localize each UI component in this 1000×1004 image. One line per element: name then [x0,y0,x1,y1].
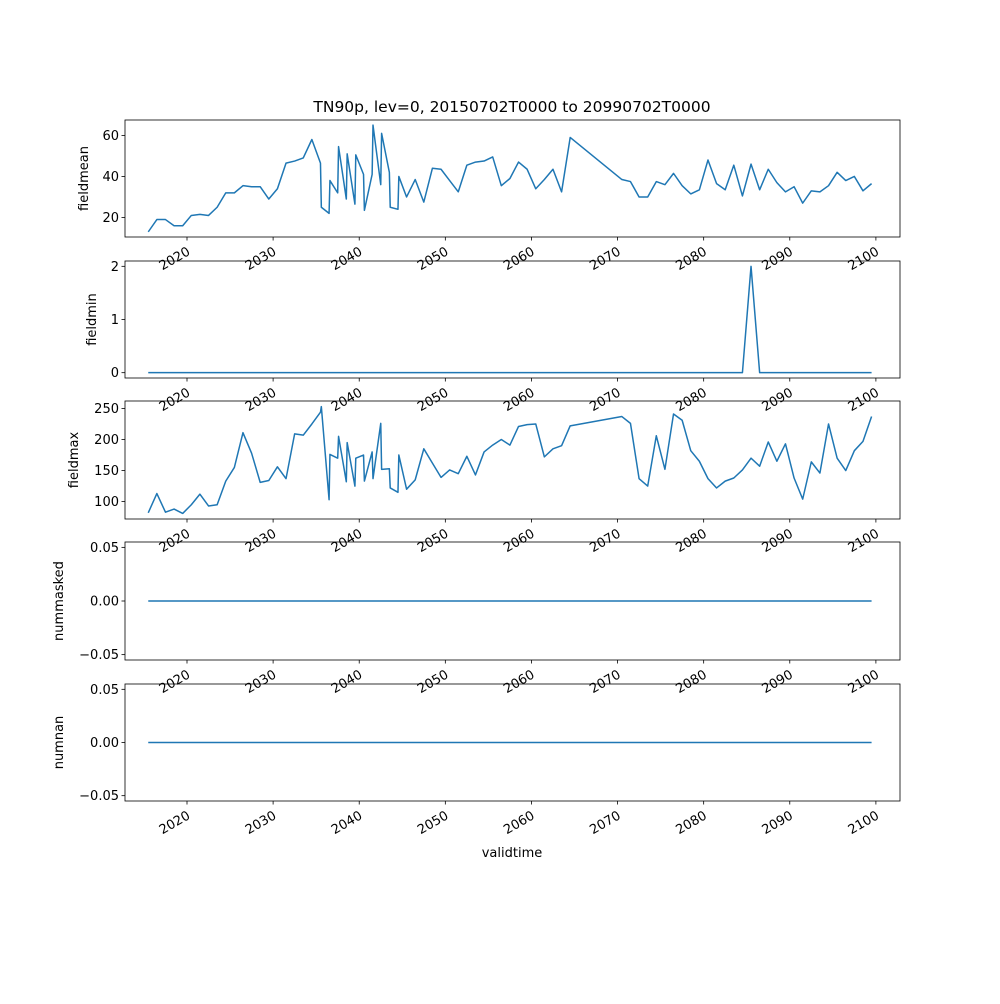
y-tick-label: 150 [94,464,119,480]
x-tick-label: 2040 [329,526,366,557]
x-tick-label: 2090 [759,667,796,698]
x-tick-label: 2060 [501,526,538,557]
x-tick-label: 2100 [845,667,882,698]
series-line-fieldmin [148,266,871,372]
chart-title: TN90p, lev=0, 20150702T0000 to 20990702T0000 [313,98,711,116]
series-line-fieldmax [148,407,871,514]
x-tick-label: 2070 [587,244,624,275]
y-tick-label: 1 [110,313,119,328]
x-tick-label: 2100 [845,244,882,275]
x-tick-label: 2080 [673,244,710,275]
x-tick-label: 2100 [845,808,882,839]
y-tick-label: 60 [102,128,119,144]
y-axis-label: fieldmax [67,431,82,489]
y-axis-label: nummasked [52,561,67,641]
subplot-fieldmax [67,401,900,556]
x-tick-label: 2060 [501,808,538,839]
x-tick-label: 2060 [501,385,538,416]
x-tick-label: 2040 [329,385,366,416]
x-tick-label: 2080 [673,526,710,557]
x-axis-label: validtime [481,846,543,861]
x-tick-label: 2070 [587,385,624,416]
y-tick-label: 2 [110,259,119,275]
x-tick-label: 2020 [156,244,193,275]
x-tick-label: 2030 [242,667,280,698]
y-axis-label: fieldmin [85,293,100,346]
x-tick-label: 2040 [329,808,366,839]
axes-frame [125,401,900,519]
x-tick-label: 2060 [501,244,538,275]
y-tick-label: 20 [102,211,119,226]
x-tick-label: 2100 [845,385,882,416]
x-tick-label: 2050 [415,526,452,557]
subplot-nummasked [52,541,900,697]
x-tick-label: 2050 [415,667,452,698]
x-tick-label: 2090 [759,808,796,839]
y-tick-label: −0.05 [79,789,119,805]
x-tick-label: 2070 [587,808,624,839]
x-tick-label: 2080 [673,385,710,416]
y-tick-label: −0.05 [79,648,119,664]
x-tick-label: 2060 [501,667,538,698]
y-tick-label: 0.00 [90,736,119,751]
y-tick-label: 100 [94,495,119,511]
x-tick-label: 2100 [845,526,882,557]
x-tick-label: 2070 [587,526,624,557]
x-tick-label: 2030 [242,385,280,416]
x-tick-label: 2030 [242,526,280,557]
x-tick-label: 2040 [329,667,366,698]
x-tick-label: 2020 [156,526,193,557]
y-tick-label: 0.05 [90,540,119,556]
x-tick-label: 2080 [673,808,710,839]
y-tick-label: 0.00 [90,594,119,610]
subplot-fieldmin [85,260,900,415]
y-tick-label: 250 [94,401,119,417]
x-tick-label: 2020 [156,808,193,839]
x-tick-label: 2090 [759,526,796,557]
x-tick-label: 2050 [415,244,452,275]
x-tick-label: 2090 [759,385,796,416]
x-tick-label: 2050 [415,385,452,416]
x-tick-label: 2040 [329,244,366,275]
y-tick-label: 200 [94,433,119,449]
y-axis-label: numnan [52,715,67,770]
x-tick-label: 2070 [587,667,624,698]
x-tick-label: 2020 [156,667,193,698]
y-tick-label: 0 [110,366,119,382]
x-tick-label: 2030 [242,808,280,839]
y-tick-label: 40 [102,169,119,185]
axes-frame [125,261,900,378]
y-axis-label: fieldmean [77,146,92,211]
series-line-fieldmean [148,125,871,232]
axes-frame [125,120,900,237]
y-tick-label: 0.05 [90,682,119,698]
subplot-fieldmean [77,120,900,274]
subplot-numnan [52,683,900,838]
x-tick-label: 2020 [156,385,193,416]
x-tick-label: 2050 [415,808,452,839]
x-tick-label: 2090 [759,244,796,275]
x-tick-label: 2030 [242,244,280,275]
x-tick-label: 2080 [673,667,710,698]
